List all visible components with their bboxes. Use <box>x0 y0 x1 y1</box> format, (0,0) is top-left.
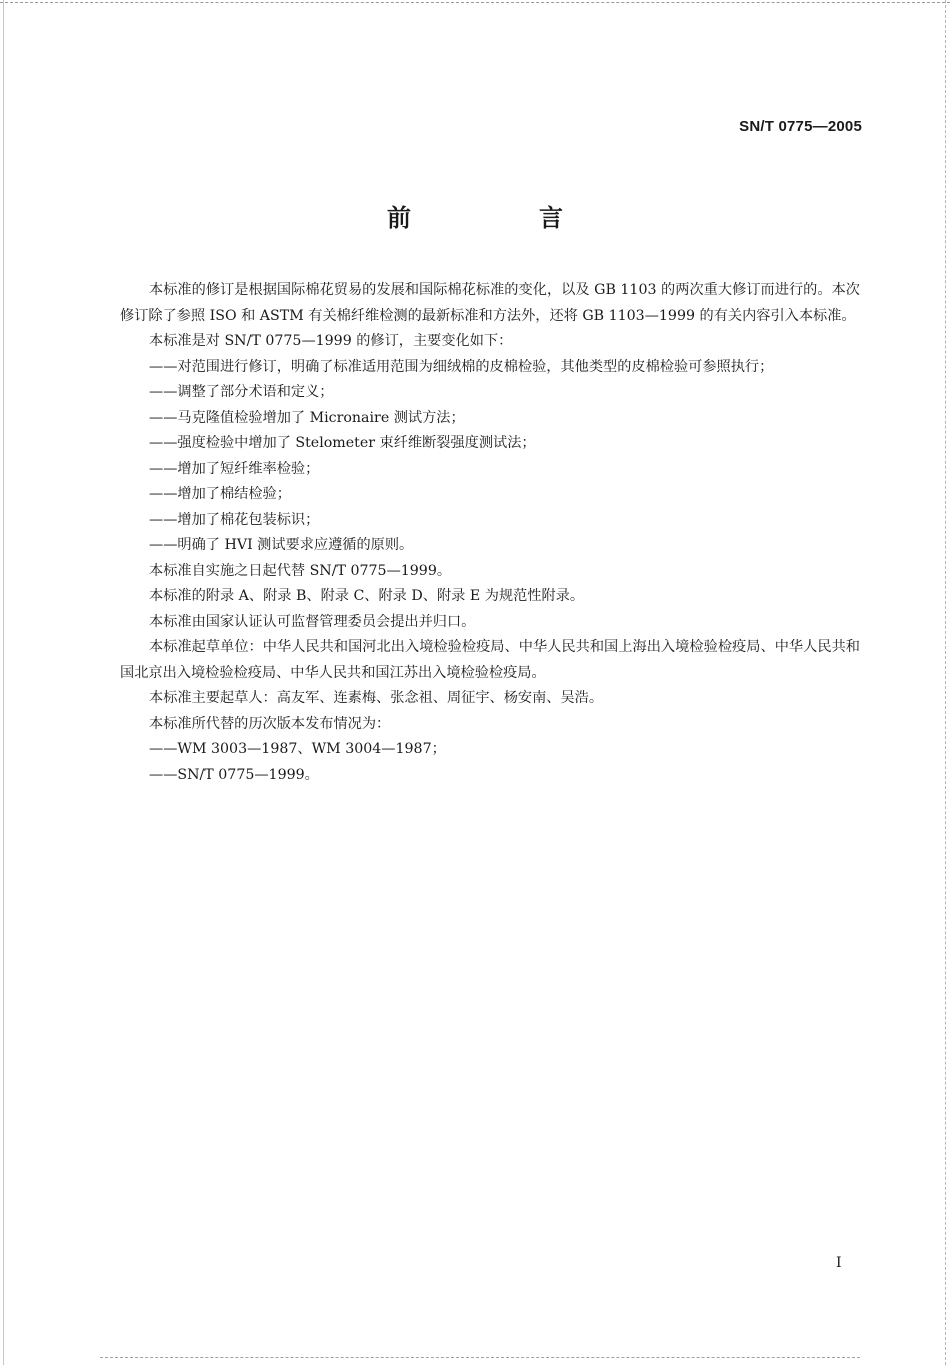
scan-edge-bottom <box>100 1357 860 1358</box>
statement-annexes: 本标准的附录 A、附录 B、附录 C、附录 D、附录 E 为规范性附录。 <box>149 588 585 604</box>
statement-supersedes: 本标准自实施之日起代替 SN/T 0775—1999。 <box>149 562 452 579</box>
page-number: I <box>836 1255 842 1271</box>
change-item-terms: ——调整了部分术语和定义； <box>149 384 334 400</box>
change-item-micronaire: ——马克隆值检验增加了 Micronaire 测试方法； <box>149 409 465 426</box>
change-item-packaging: ——增加了棉花包装标识； <box>149 511 320 528</box>
paragraph-changes-intro: 本标准是对 SN/T 0775—1999 的修订，主要变化如下： <box>149 333 513 349</box>
change-item-scope: ——对范围进行修订，明确了标准适用范围为细绒棉的皮棉检验，其他类型的皮棉检验可参照执行； <box>149 358 774 375</box>
change-item-hvi: ——明确了 HVI 测试要求应遵循的原则。 <box>149 537 414 553</box>
statement-proposer: 本标准由国家认证认可监督管理委员会提出并归口。 <box>149 613 476 630</box>
previous-version-wm: ——WM 3003—1987、WM 3004—1987； <box>149 741 446 757</box>
scan-edge-top <box>0 2 950 3</box>
statement-version-history: 本标准所代替的历次版本发布情况为： <box>149 715 391 732</box>
change-item-stelometer: ——强度检验中增加了 Stelometer 束纤维断裂强度测试法； <box>149 435 536 451</box>
foreword-body <box>120 278 860 788</box>
previous-version-snt: ——SN/T 0775—1999。 <box>149 766 319 783</box>
change-item-short-fiber: ——增加了短纤维率检验； <box>149 460 320 477</box>
change-item-neps: ——增加了棉结检验； <box>149 486 291 502</box>
paragraph-revision-basis: 本标准的修订是根据国际棉花贸易的发展和国际棉花标准的变化，以及 GB 1103 的两次重大修订而进行的。本次修订除了参照 ISO 和 ASTM 有关棉纤维检测的最新标准和方法外，还将 GB 1103—1999 的有关内容引入本标准。 <box>120 282 860 324</box>
standard-code: SN/T 0775—2005 <box>739 118 862 135</box>
page-title: 前 言 <box>387 204 615 232</box>
statement-drafting-units: 本标准起草单位：中华人民共和国河北出入境检验检疫局、中华人民共和国上海出入境检验检疫局、中华人民共和国北京出入境检验检疫局、中华人民共和国江苏出入境检验检疫局。 <box>120 639 860 681</box>
statement-drafters: 本标准主要起草人：高友军、连素梅、张念祖、周征宇、杨安南、吴浩。 <box>149 690 604 706</box>
